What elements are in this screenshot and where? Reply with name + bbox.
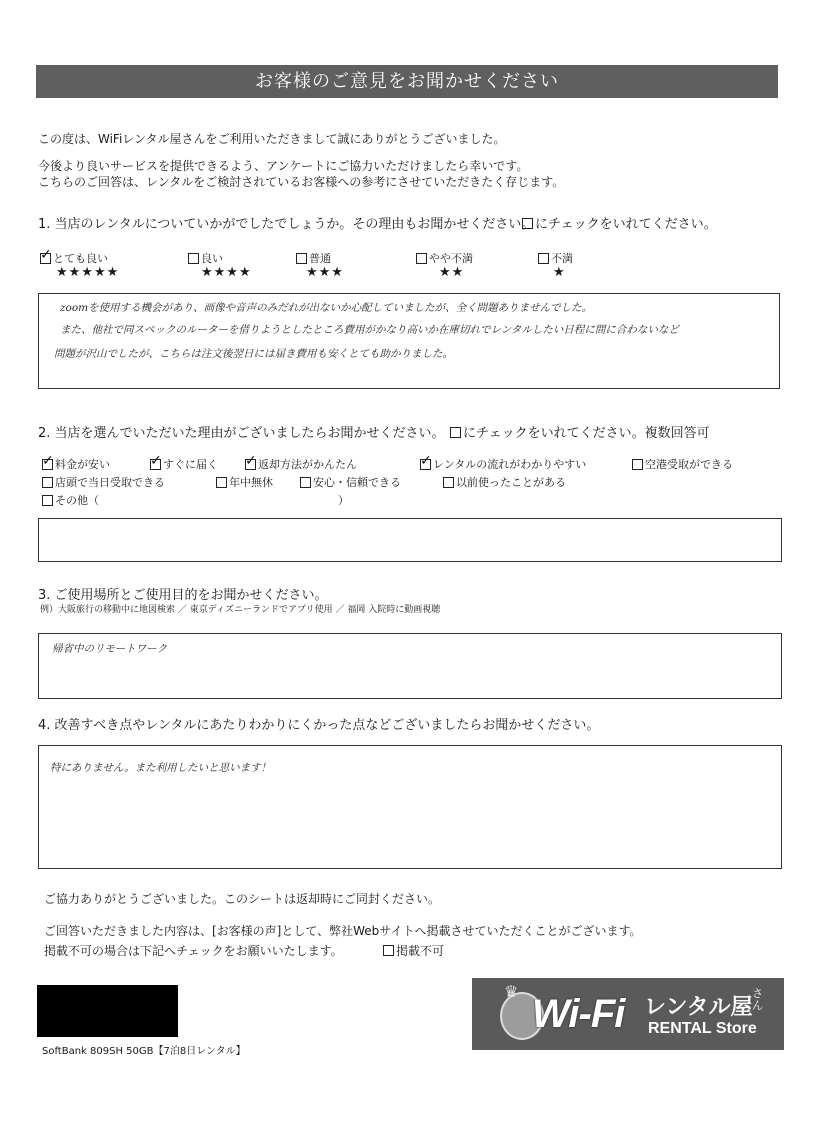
q1-check-note-text: にチェックをいれてください。 xyxy=(535,217,717,232)
intro-line-2: 今後より良いサービスを提供できるよう、アンケートにご協力いただけましたら幸いです。 xyxy=(38,159,529,173)
checkbox-icon[interactable] xyxy=(42,477,53,488)
q2-option-trust[interactable] xyxy=(300,474,401,490)
q2-option-label: 店頭で当日受取できる xyxy=(55,476,165,489)
logo-wifi-text: Wi-Fi xyxy=(532,992,625,1036)
checkbox-icon[interactable] xyxy=(188,253,199,264)
question-4: 4. 改善すべき点やレンタルにあたりわかりにくかった点などございましたらお聞かせください。 xyxy=(38,718,600,733)
q4-answer: 特にありません。また利用したいと思います！ xyxy=(50,762,272,774)
rental-info: SoftBank 809SH 50GB【7泊8日レンタル】 xyxy=(42,1046,246,1057)
q2-answer-box[interactable] xyxy=(38,518,782,562)
q1-stars-3: ★★ xyxy=(439,265,465,280)
q1-stars-2: ★★★ xyxy=(306,265,344,280)
checkbox-sample-icon xyxy=(450,427,461,438)
q2-option-label: レンタルの流れがわかりやすい xyxy=(433,458,587,471)
q1-option-3[interactable] xyxy=(416,250,473,266)
checkbox-icon[interactable] xyxy=(443,477,454,488)
checkbox-icon[interactable] xyxy=(538,253,549,264)
checkbox-checked-icon[interactable] xyxy=(420,459,431,470)
footer-publish-2: 掲載不可の場合は下記へチェックをお願いいたします。 xyxy=(44,944,343,958)
q1-stars-0: ★★★★★ xyxy=(56,265,120,280)
footer-publish-1: ご回答いただきました内容は、[お客様の声]として、弊社Webサイトへ掲載させていただくことがございます。 xyxy=(44,924,642,938)
footer-thanks: ご協力ありがとうございました。このシートは返却時にご同封ください。 xyxy=(44,892,441,906)
intro-line-3: こちらのご回答は、レンタルをご検討されているお客様への参考にさせていただきたく存じます。 xyxy=(38,175,565,189)
crown-icon: ♛ xyxy=(504,982,519,1001)
brand-logo xyxy=(472,978,784,1050)
checkbox-checked-icon[interactable] xyxy=(40,253,51,264)
q2-option-allyear[interactable] xyxy=(216,474,273,490)
q1-option-2[interactable] xyxy=(296,250,331,266)
question-1: 1. 当店のレンタルについていかがでしたでしょうか。その理由もお聞かせください。 xyxy=(38,217,535,232)
checkbox-icon[interactable] xyxy=(42,495,53,506)
checkbox-icon[interactable] xyxy=(300,477,311,488)
q2-option-fast[interactable] xyxy=(150,456,218,472)
q1-option-label: やや不満 xyxy=(429,252,473,265)
checkbox-checked-icon[interactable] xyxy=(150,459,161,470)
q1-option-label: 不満 xyxy=(551,252,573,265)
checkbox-checked-icon[interactable] xyxy=(42,459,53,470)
q2-option-flow[interactable] xyxy=(420,456,586,472)
q3-example: 例）大阪旅行の移動中に地図検索 ／ 東京ディズニーランドでアプリ使用 ／ 福岡 入院時に動画視聴 xyxy=(40,605,441,615)
q2-other-close: ） xyxy=(338,494,349,507)
q1-option-0[interactable] xyxy=(40,250,108,266)
q2-option-other[interactable] xyxy=(42,492,99,508)
q2-option-store[interactable] xyxy=(42,474,165,490)
q2-option-airport[interactable] xyxy=(632,456,733,472)
q2-option-label: 返却方法がかんたん xyxy=(258,458,357,471)
intro-line-1: この度は、WiFiレンタル屋さんをご利用いただきまして誠にありがとうございました。 xyxy=(38,132,506,146)
checkbox-sample-icon xyxy=(522,218,533,229)
checkbox-icon[interactable] xyxy=(296,253,307,264)
q2-option-label: すぐに届く xyxy=(163,458,218,471)
q1-option-label: 良い xyxy=(201,252,223,265)
q1-stars-1: ★★★★ xyxy=(201,265,252,280)
q1-stars-4: ★ xyxy=(553,265,566,280)
q1-option-4[interactable] xyxy=(538,250,573,266)
checkbox-icon[interactable] xyxy=(216,477,227,488)
page-title: お客様のご意見をお聞かせください xyxy=(36,65,778,98)
redacted-block xyxy=(37,985,178,1037)
q2-option-before[interactable] xyxy=(443,474,566,490)
checkbox-icon[interactable] xyxy=(383,945,394,956)
checkbox-icon[interactable] xyxy=(416,253,427,264)
q3-answer: 帰省中のリモートワーク xyxy=(52,643,168,655)
q2-option-label: 料金が安い xyxy=(55,458,110,471)
q1-option-label: とても良い xyxy=(53,252,108,265)
q2-check-note-text: にチェックをいれてください。複数回答可 xyxy=(463,426,710,441)
checkbox-icon[interactable] xyxy=(632,459,643,470)
q1-answer-line-3: 問題が沢山でしたが、こちらは注文後翌日には届き費用も安くとても助かりました。 xyxy=(54,348,453,360)
q2-option-label: 以前使ったことがある xyxy=(456,476,566,489)
question-2: 2. 当店を選んでいただいた理由がございましたらお聞かせください。 xyxy=(38,426,445,441)
q1-check-note xyxy=(522,213,717,232)
checkbox-checked-icon[interactable] xyxy=(245,459,256,470)
q1-answer-line-1: zoomを使用する機会があり、画像や音声のみだれが出ないか心配していましたが、全く問題ありませんでした。 xyxy=(60,302,593,314)
q2-option-price[interactable] xyxy=(42,456,110,472)
logo-jp-text: レンタル屋 xyxy=(644,995,753,1020)
logo-en-text: RENTAL Store xyxy=(648,1020,757,1037)
q1-answer-line-2: また、他社で同スペックのルーターを借りようとしたところ費用がかなり高いか在庫切れでレンタルしたい日程に間に合わないなど xyxy=(60,324,679,336)
q2-option-label: 空港受取ができる xyxy=(645,458,733,471)
logo-san-text: さん xyxy=(752,987,763,1012)
q2-check-note xyxy=(450,422,710,441)
q2-option-return[interactable] xyxy=(245,456,357,472)
no-publish-option[interactable] xyxy=(383,942,444,959)
q1-option-1[interactable] xyxy=(188,250,223,266)
question-3: 3. ご使用場所とご使用目的をお聞かせください。 xyxy=(38,588,328,603)
q2-option-label: 安心・信頼できる xyxy=(313,476,401,489)
q1-option-label: 普通 xyxy=(309,252,331,265)
no-publish-label: 掲載不可 xyxy=(396,944,445,958)
q2-other-label: その他（ xyxy=(55,494,99,507)
q2-option-label: 年中無休 xyxy=(229,476,273,489)
